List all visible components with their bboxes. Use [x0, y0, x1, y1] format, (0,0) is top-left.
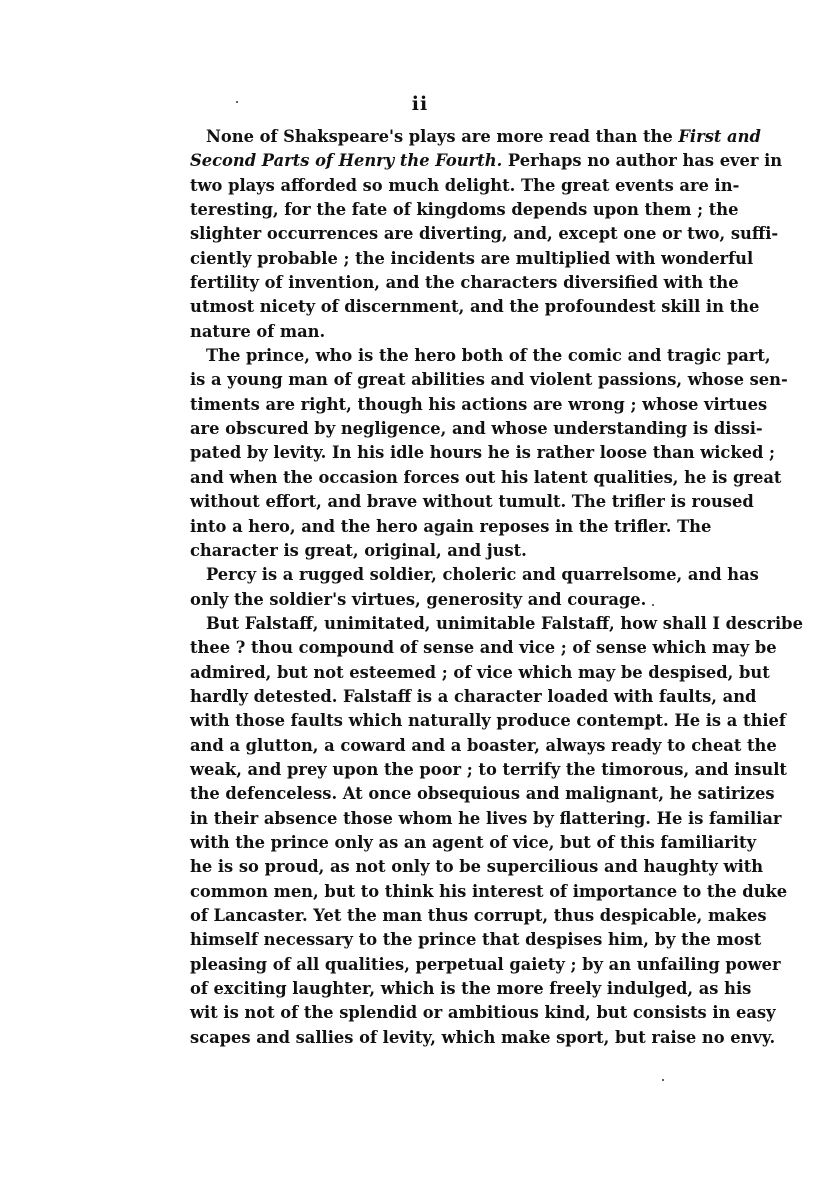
- text-line: [190, 588, 682, 612]
- text-segment: teresting, for the fate of kingdoms depends upon them ; the: [190, 200, 739, 220]
- text-line: [190, 295, 760, 319]
- text-line: [190, 904, 767, 928]
- ink-speck: [236, 101, 238, 103]
- text-line: [190, 636, 777, 660]
- text-segment: without effort, and brave without tumult. The trifler is roused: [190, 492, 754, 512]
- text-segment: and when the occasion forces out his latent qualities, he is great: [190, 467, 782, 487]
- text-segment: nature of man.: [190, 321, 326, 341]
- text-line: [190, 685, 757, 709]
- text-segment: of Lancaster. Yet the man thus corrupt, thus despicable, makes: [190, 906, 767, 925]
- text-segment: Percy is a rugged soldier, choleric and quarrelsome, and has: [206, 565, 759, 585]
- text-line: [190, 709, 786, 733]
- text-line: [190, 612, 803, 636]
- text-line: [190, 174, 740, 198]
- text-line: [190, 222, 779, 246]
- ink-speck: [662, 1079, 664, 1081]
- text-segment: character is great, original, and just.: [190, 540, 527, 560]
- text-line: [190, 490, 754, 514]
- text-segment: Perhaps no author has ever in: [502, 151, 783, 171]
- text-segment: admired, but not esteemed ; of vice which may be despised, but: [190, 662, 770, 682]
- text-segment: The prince, who is the hero both of the comic and tragic part,: [206, 346, 771, 366]
- text-segment: hardly detested. Falstaff is a character loaded with faults, and: [190, 686, 757, 706]
- text-segment: and a glutton, a coward and a boaster, always ready to cheat the: [190, 735, 777, 755]
- text-line: [190, 977, 752, 1001]
- text-line: [190, 758, 787, 782]
- text-line: [190, 344, 771, 368]
- text-line: [190, 417, 763, 441]
- text-segment: with the prince only as an agent of vice, but of this familiarity: [190, 832, 757, 852]
- text-line: [190, 368, 788, 392]
- text-line: [190, 247, 754, 271]
- text-line: [190, 466, 782, 490]
- body-text: [190, 125, 803, 1050]
- text-segment: the defenceless. At once obsequious and malignant, he satirizes: [190, 784, 775, 804]
- text-segment: with those faults which naturally produce contempt. He is a thief: [190, 711, 786, 731]
- text-segment: utmost nicety of discernment, and the profoundest skill in the: [190, 297, 760, 317]
- text-segment: slighter occurrences are diverting, and, except one or two, suffi-: [190, 224, 779, 244]
- text-line: [190, 831, 757, 855]
- text-segment: only the soldier's virtues, generosity and courage.: [190, 589, 647, 609]
- text-segment: common men, but to think his interest of importance to the duke: [190, 881, 788, 901]
- text-line: [190, 320, 682, 344]
- text-segment: pated by levity. In his idle hours he is rather loose than wicked ;: [190, 443, 776, 463]
- text-line: [190, 515, 712, 539]
- text-line: [190, 539, 682, 563]
- text-line: [190, 198, 739, 222]
- text-segment: of exciting laughter, which is the more freely indulged, as his: [190, 979, 752, 999]
- text-line: [190, 928, 762, 952]
- page-number: ii: [411, 93, 429, 115]
- text-line: [190, 441, 776, 465]
- text-line: [190, 125, 761, 149]
- text-segment: he is so proud, as not only to be supercilious and haughty with: [190, 857, 764, 877]
- text-segment: Second Parts of Henry the Fourth.: [190, 151, 503, 171]
- text-line: [190, 563, 759, 587]
- text-line: [190, 1026, 776, 1050]
- text-line: [190, 953, 781, 977]
- text-segment: are obscured by negligence, and whose understanding is dissi-: [190, 419, 763, 439]
- text-segment: thee ? thou compound of sense and vice ; of sense which may be: [190, 638, 777, 658]
- text-segment: First and: [678, 127, 761, 146]
- text-line: [190, 271, 739, 295]
- text-line: [190, 734, 777, 758]
- text-segment: pleasing of all qualities, perpetual gaiety ; by an unfailing power: [190, 954, 781, 974]
- text-segment: But Falstaff, unimitated, unimitable Falstaff, how shall I describe: [206, 613, 803, 633]
- text-segment: scapes and sallies of levity, which make sport, but raise no envy.: [190, 1027, 776, 1047]
- text-segment: fertility of invention, and the characters diversified with the: [190, 273, 739, 293]
- text-segment: ciently probable ; the incidents are multiplied with wonderful: [190, 248, 754, 268]
- text-segment: weak, and prey upon the poor ; to terrify the timorous, and insult: [190, 759, 787, 779]
- text-segment: in their absence those whom he lives by flattering. He is familiar: [190, 808, 782, 828]
- text-line: [190, 661, 770, 685]
- text-line: [190, 149, 783, 173]
- text-segment: himself necessary to the prince that despises him, by the most: [190, 930, 762, 950]
- text-segment: two plays afforded so much delight. The great events are in-: [190, 175, 740, 195]
- text-segment: timents are right, though his actions are wrong ; whose virtues: [190, 394, 768, 414]
- text-segment: None of Shakspeare's plays are more read than the: [206, 127, 679, 146]
- text-line: [190, 782, 775, 806]
- text-line: [190, 855, 764, 879]
- text-segment: is a young man of great abilities and violent passions, whose sen-: [190, 370, 788, 390]
- text-line: [190, 807, 782, 831]
- text-line: [190, 880, 788, 904]
- text-line: [190, 393, 768, 417]
- text-segment: wit is not of the splendid or ambitious kind, but consists in easy: [190, 1003, 776, 1023]
- text-segment: into a hero, and the hero again reposes in the trifler. The: [190, 516, 712, 536]
- text-line: [190, 1001, 776, 1025]
